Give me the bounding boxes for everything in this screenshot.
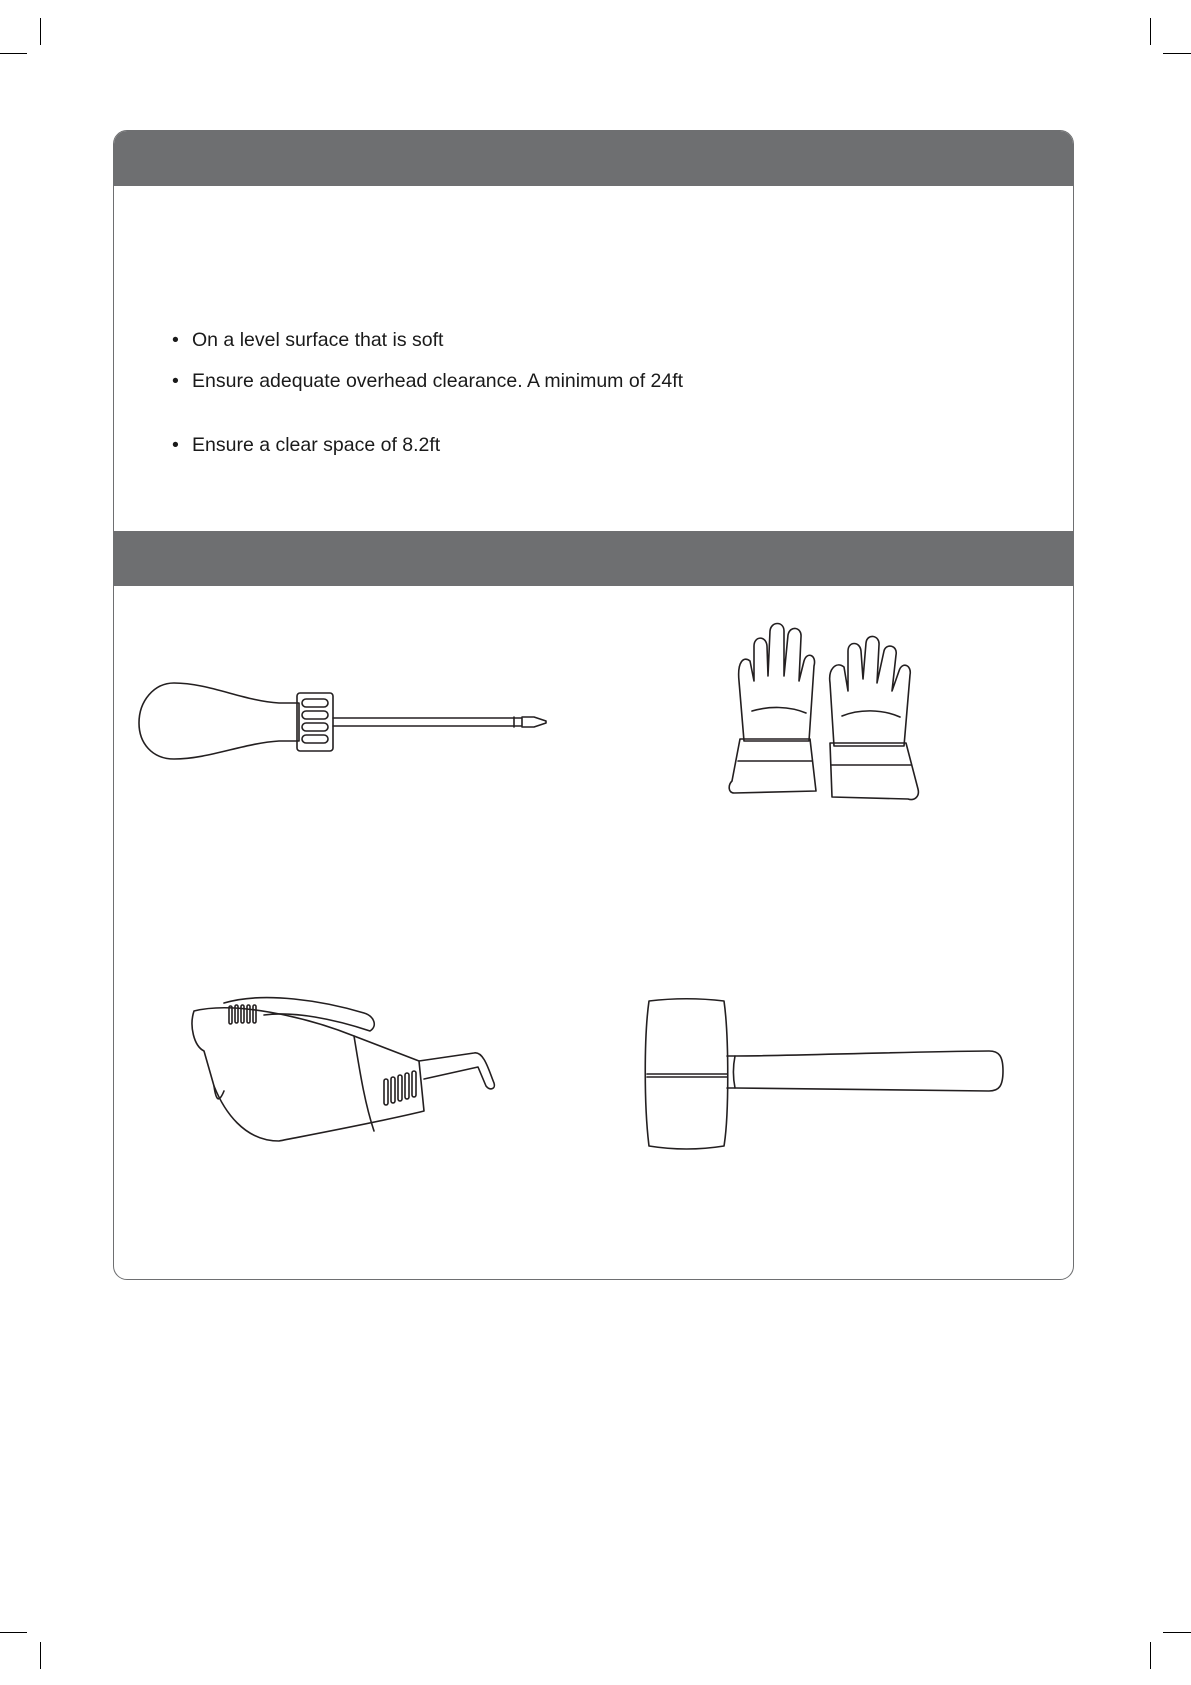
section-header-bar-tools bbox=[114, 531, 1073, 586]
bullet-dot: • bbox=[172, 329, 179, 351]
work-gloves-icon bbox=[724, 621, 944, 811]
bullet-item bbox=[172, 370, 683, 393]
bullet-item bbox=[172, 329, 443, 352]
crop-mark bbox=[1163, 1632, 1191, 1633]
crop-mark bbox=[0, 53, 27, 54]
bullet-text: On a level surface that is soft bbox=[192, 329, 444, 351]
bullet-item bbox=[172, 434, 440, 457]
crop-mark bbox=[0, 1632, 27, 1633]
crop-mark bbox=[1150, 1642, 1151, 1669]
instructions-panel bbox=[113, 130, 1074, 1280]
section-header-bar-placement bbox=[114, 131, 1073, 186]
bullet-text: Ensure adequate overhead clearance. A minimum of 24ft bbox=[192, 370, 684, 392]
rubber-mallet-icon bbox=[639, 996, 1059, 1166]
bullet-dot: • bbox=[172, 434, 179, 456]
crop-mark bbox=[1163, 53, 1191, 54]
screwdriver-icon bbox=[134, 671, 574, 771]
safety-glasses-icon bbox=[184, 991, 524, 1191]
bullet-dot: • bbox=[172, 370, 179, 392]
bullet-text: Ensure a clear space of 8.2ft bbox=[192, 434, 441, 456]
crop-mark bbox=[40, 18, 41, 45]
crop-mark bbox=[40, 1642, 41, 1669]
crop-mark bbox=[1150, 18, 1151, 45]
